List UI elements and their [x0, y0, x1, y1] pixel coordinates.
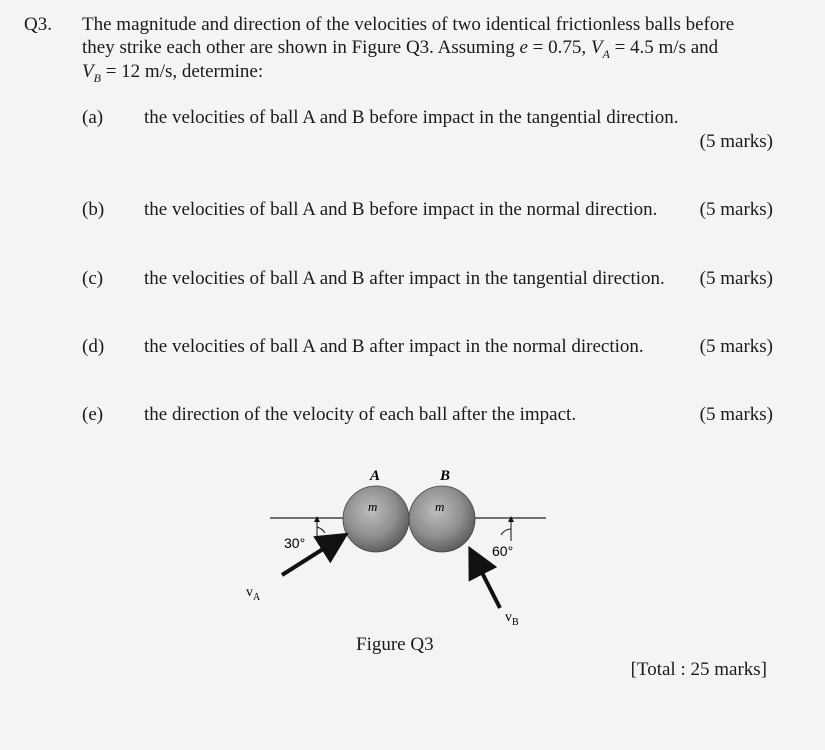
part-e-text: the direction of the velocity of each ball after the impact.: [144, 404, 577, 425]
part-a-text: the velocities of ball A and B before impact in the tangential direction.: [144, 107, 679, 128]
question-stem-line-2: they strike each other are shown in Figure Q3. Assuming e = 0.75, $V_A = 4.5$ m/s and: [82, 37, 719, 61]
ball-a: [343, 486, 409, 552]
part-d-marks: (5 marks): [699, 336, 773, 357]
part-b-marks: (5 marks): [699, 199, 773, 220]
question-number: Q3.: [24, 14, 52, 35]
part-e-label: (e): [82, 404, 104, 425]
figure-q3: [230, 455, 560, 635]
question-stem-line-3: $V_B = 12$ m/s, determine:: [82, 61, 264, 85]
part-c-marks: (5 marks): [699, 268, 773, 289]
part-b-text: the velocities of ball A and B before impact in the normal direction.: [144, 199, 658, 220]
mass-b-label: m: [435, 499, 445, 514]
va-label: $v_A$: [246, 585, 261, 603]
question-stem-line-1: The magnitude and direction of the velocities of two identical frictionless balls before: [82, 14, 735, 35]
part-b-label: (b): [82, 199, 105, 220]
ball-b: [409, 486, 475, 552]
part-d-text: the velocities of ball A and B after impact in the normal direction.: [144, 336, 644, 357]
ball-b-label: B: [440, 468, 451, 484]
part-a-label: (a): [82, 107, 104, 128]
part-e-marks: (5 marks): [699, 404, 773, 425]
part-a-marks: (5 marks): [699, 131, 773, 152]
vb-label: $v_B$: [505, 610, 519, 628]
angle-arc-a: [317, 527, 325, 533]
part-d-label: (d): [82, 336, 105, 357]
velocity-b-arrow: [472, 553, 500, 608]
part-c-text: the velocities of ball A and B after impact in the tangential direction.: [144, 268, 665, 289]
total-marks: [Total : 25 marks]: [630, 659, 767, 680]
figure-caption: Figure Q3: [356, 634, 434, 655]
angle-arc-b: [501, 529, 511, 535]
part-c-label: (c): [82, 268, 104, 289]
angle-a-label: 30°: [284, 535, 306, 551]
angle-b-label: 60°: [492, 543, 514, 559]
mass-a-label: m: [368, 499, 378, 514]
ball-a-label: A: [370, 468, 381, 484]
